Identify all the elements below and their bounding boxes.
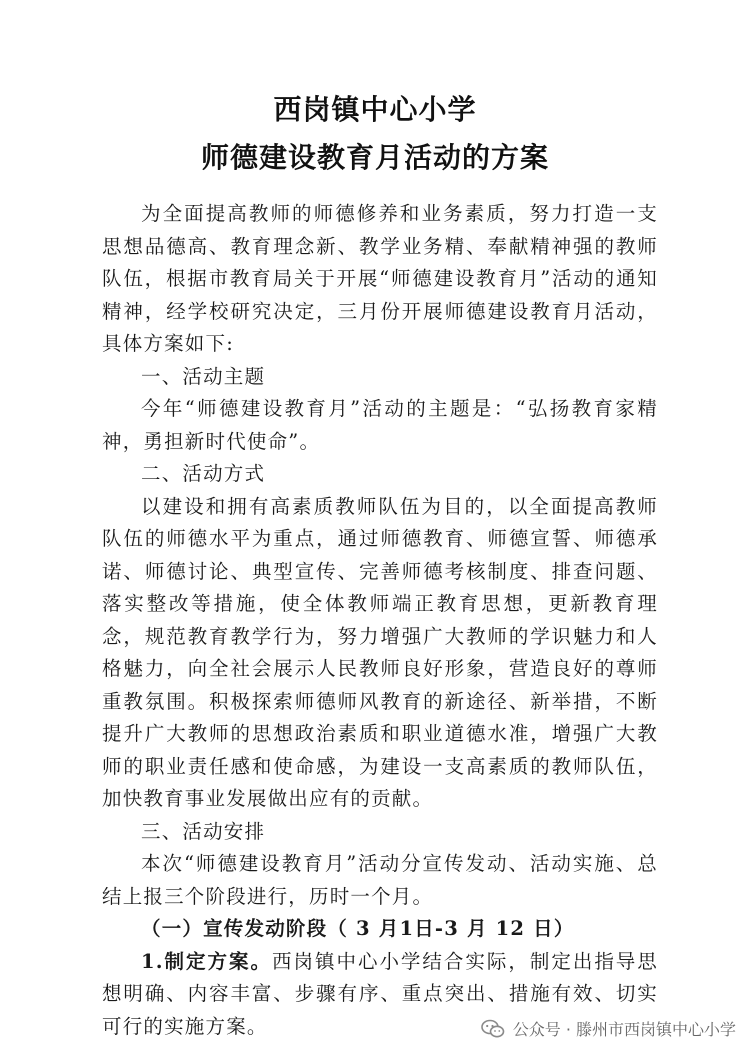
item-lead: 1.制定方案。 (141, 949, 272, 973)
section-heading-theme: 一、活动主题 (141, 364, 266, 388)
method-paragraph: 以建设和拥有高素质教师队伍为目的，以全面提高教师队伍的师德水平为重点，通过师德教育、师德宣誓、师德承诺、师德讨论、典型宣传、完善师德考核制度、排查问题、落实整改等措施，使全体教师端正教育思想，更新教育理念，规范教育教学行为，努力增强广大教师的学识魅力和人格魅力，向全社会展示人民教师良好形象，营造良好的尊师重教氛围。积极探索师德师风教育的新途径、新举措，不断提升广大教师的思想政治素质和职业道德水准，增强广大教师的职业责任感和使命感，为建设一支高素质的教师队伍，加快教育事业发展做出应有的贡献。 (102, 494, 658, 810)
document-title-plan: 师德建设教育月活动的方案 (200, 141, 549, 174)
document-title-school: 西岗镇中心小学 (273, 93, 477, 126)
wechat-icon (481, 1019, 505, 1039)
section-heading-method: 二、活动方式 (141, 462, 266, 485)
item-text: 西岗镇中心小学结合实际，制定出指导思想明确、内容丰富、步骤有序、重点突出、措施有效、切实可行的实施方案。 (102, 949, 658, 1038)
intro-paragraph: 为全面提高教师的师德修养和业务素质，努力打造一支思想品德高、教育理念新、教学业务精、奉献精神强的教师队伍，根据市教育局关于开展“师德建设教育月”活动的通知精神，经学校研究决定，三月份开展师德建设教育月活动，具体方案如下: (102, 202, 658, 355)
theme-paragraph: 今年“师德建设教育月”活动的主题是：“弘扬教育家精神，勇担新时代使命”。 (102, 397, 658, 453)
document-body (102, 198, 658, 1043)
stage-heading-publicity: （一）宣传发动阶段（ 3 月1日-3 月 12 日） (141, 917, 575, 940)
section-heading-arrangement: 三、活动安排 (141, 819, 266, 843)
wechat-watermark (481, 1017, 736, 1040)
watermark-text: 公众号 · 滕州市西岗镇中心小学 (512, 1020, 736, 1039)
arrangement-paragraph: 本次“师德建设教育月”活动分宣传发动、活动实施、总结上报三个阶段进行，历时一个月。 (102, 852, 658, 908)
